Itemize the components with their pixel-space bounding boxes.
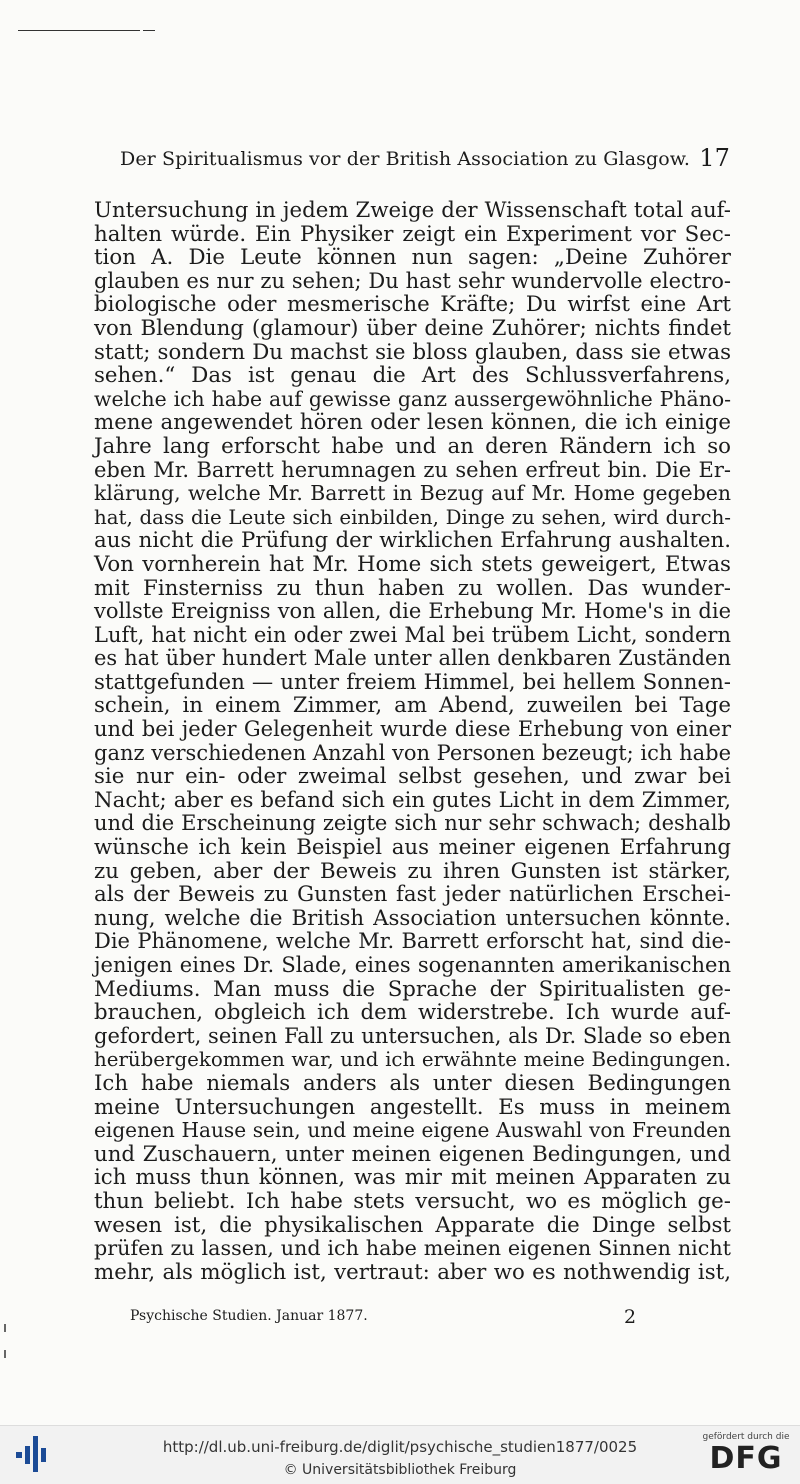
text-line: zu geben, aber der Beweis zu ihren Gunsten ist stärker, (94, 858, 731, 884)
text-line: mehr, als möglich ist, vertraut: aber wo es nothwendig ist, (94, 1259, 731, 1285)
text-line: und die Erscheinung zeigte sich nur sehr schwach; deshalb (94, 811, 731, 836)
sponsor-note: gefördert durch die (702, 1432, 790, 1442)
text-line: wünsche ich kein Beispiel aus meiner eigenen Erfahrung (94, 835, 731, 861)
text-line: Von vornherein hat Mr. Home sich stets geweigert, Etwas (94, 551, 731, 577)
page-url-link[interactable]: http://dl.ub.uni-freiburg.de/diglit/psychische_studien1877/0025 (162, 1438, 638, 1456)
text-line: sie nur ein- oder zweimal selbst gesehen, und zwar bei (94, 764, 731, 790)
text-line: Die Phänomene, welche Mr. Barrett erforscht hat, sind die- (94, 929, 731, 954)
text-line: vollste Ereigniss von allen, die Erhebung Mr. Home's in die (94, 599, 731, 624)
top-rule (18, 30, 140, 31)
text-line: Mediums. Man muss die Sprache der Spiritualisten ge- (94, 976, 731, 1002)
copyright-notice: © Universitätsbibliothek Freiburg (283, 1462, 517, 1478)
text-line: von Blendung (glamour) über deine Zuhörer; nichts findet (94, 315, 731, 341)
text-line: schein, in einem Zimmer, am Abend, zuweilen bei Tage (94, 693, 731, 719)
text-line: nung, welche die British Association untersuchen könnte. (94, 905, 731, 931)
running-title: Der Spiritualismus vor der British Association zu Glasgow. (120, 148, 691, 170)
text-line: jenigen eines Dr. Slade, eines sogenannten amerikanischen (94, 953, 731, 977)
text-line: klärung, welche Mr. Barrett in Bezug auf Mr. Home gegeben (94, 481, 731, 506)
text-line: statt; sondern Du machst sie bloss glauben, dass sie etwas (94, 339, 731, 365)
text-line: halten würde. Ein Physiker zeigt ein Experiment vor Sec- (94, 221, 731, 247)
dfg-logo-icon: DFG (709, 1441, 783, 1476)
text-line: brauchen, obgleich ich dem widerstrebe. Ich wurde auf- (94, 1000, 731, 1026)
text-line: welche ich habe auf gewisse ganz aussergewöhnliche Phäno- (94, 386, 731, 411)
text-line: Nacht; aber es befand sich ein gutes Licht in dem Zimmer, (94, 787, 731, 813)
text-line: Luft, hat nicht ein oder zwei Mal bei trübem Licht, sondern (94, 622, 731, 647)
text-line: prüfen zu lassen, und ich habe meinen eigenen Sinnen nicht (94, 1236, 731, 1261)
text-line: stattgefunden — unter freiem Himmel, bei hellem Sonnen- (94, 669, 731, 695)
text-line: aus nicht die Prüfung der wirklichen Erfahrung aushalten. (94, 528, 731, 554)
text-line: und bei jeder Gelegenheit wurde diese Erhebung von einer (94, 717, 731, 742)
text-line: sehen.“ Das ist genau die Art des Schlussverfahrens, (94, 363, 731, 389)
text-line: meine Untersuchungen angestellt. Es muss in meinem (94, 1094, 731, 1120)
text-line: eben Mr. Barrett herumnagen zu sehen erfreut bin. Die Er- (94, 457, 731, 482)
page-footer (130, 1306, 650, 1328)
text-line: mene angewendet hören oder lesen können, die ich einige (94, 410, 731, 436)
viewer-bar (0, 1425, 800, 1484)
text-line: und Zuschauern, unter meinen eigenen Bedingungen, und (94, 1141, 731, 1167)
journal-imprint: Psychische Studien. Januar 1877. (130, 1308, 368, 1324)
text-line: gefordert, seinen Fall zu untersuchen, als Dr. Slade so eben (94, 1023, 731, 1048)
running-head (120, 144, 730, 172)
text-line: ganz verschiedenen Anzahl von Personen bezeugt; ich habe (94, 740, 732, 765)
page-number: 17 (699, 144, 730, 172)
text-line: es hat über hundert Male unter allen denkbaren Zuständen (94, 646, 731, 671)
text-line: glauben es nur zu sehen; Du hast sehr wundervolle electro- (94, 268, 731, 293)
text-line: eigenen Hause sein, und meine eigene Auswahl von Freunden (94, 1118, 731, 1143)
dfg-sponsor[interactable] (700, 1432, 792, 1480)
text-line: thun beliebt. Ich habe stets versucht, wo es möglich ge- (94, 1188, 731, 1214)
text-line: mit Finsterniss zu thun haben zu wollen. Das wunder- (94, 575, 731, 601)
text-line: ich muss thun können, was mir mit meinen Apparaten zu (94, 1165, 731, 1191)
top-rule-dash (143, 30, 155, 31)
text-line: tion A. Die Leute können nun sagen: „Deine Zuhörer (94, 245, 731, 271)
text-line: wesen ist, die physikalischen Apparate die Dinge selbst (94, 1212, 731, 1238)
margin-specks (4, 1320, 8, 1360)
text-line: herübergekommen war, und ich erwähnte meine Bedingungen. (94, 1048, 731, 1072)
text-line: hat, dass die Leute sich einbilden, Dinge zu sehen, wird durch- (94, 505, 731, 529)
text-line: Ich habe niemals anders als unter diesen Bedingungen (94, 1070, 731, 1096)
body-text (94, 199, 731, 1284)
text-line: biologische oder mesmerische Kräfte; Du wirfst eine Art (94, 292, 731, 318)
signature-mark: 2 (624, 1306, 637, 1328)
text-line: Untersuchung in jedem Zweige der Wissenschaft total auf- (94, 198, 731, 223)
text-line: als der Beweis zu Gunsten fast jeder natürlichen Erschei- (94, 882, 731, 908)
text-line: Jahre lang erforscht habe und an deren Rändern ich so (94, 433, 731, 459)
